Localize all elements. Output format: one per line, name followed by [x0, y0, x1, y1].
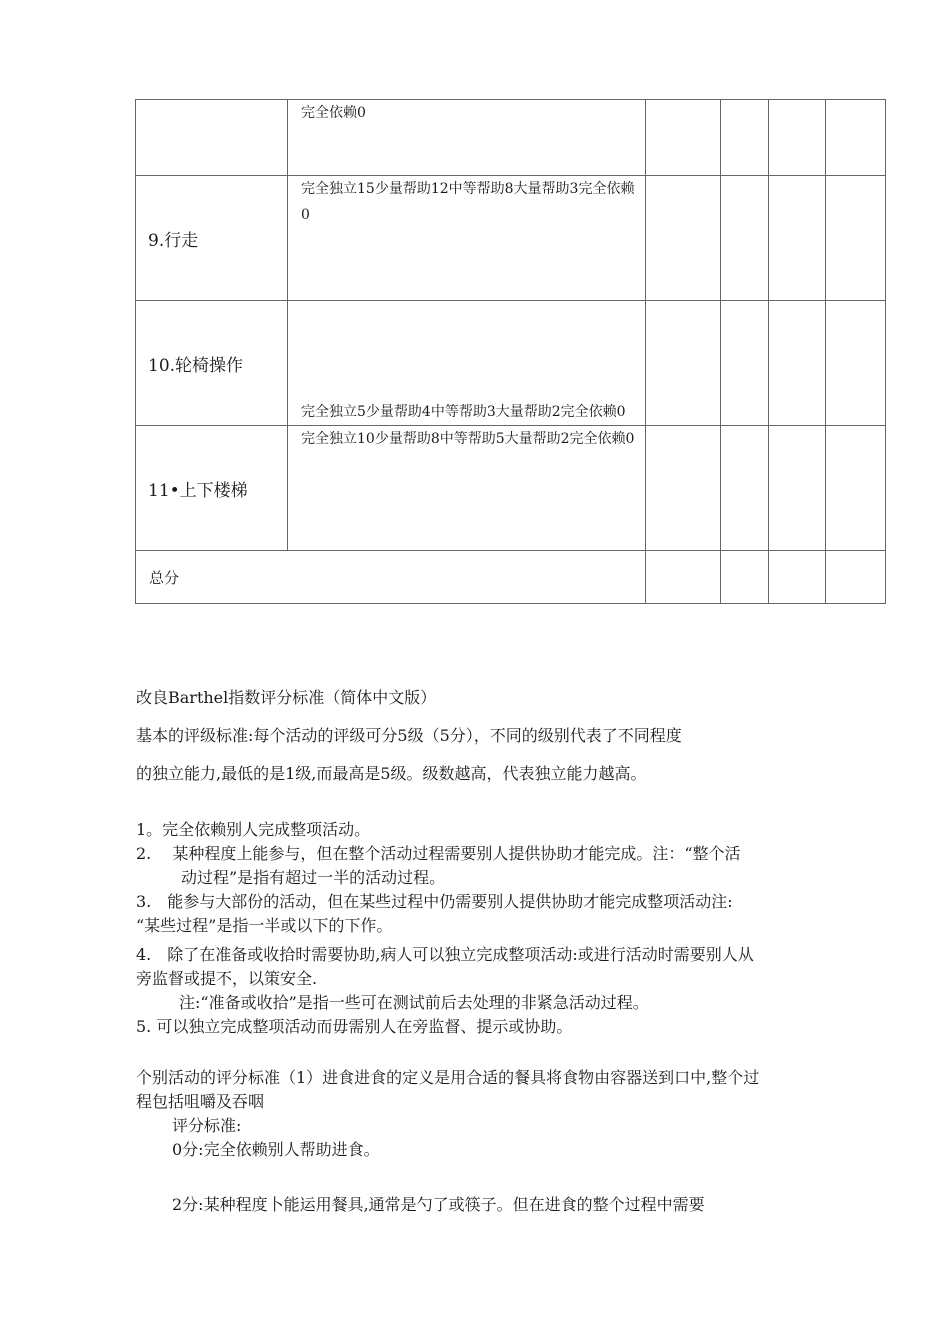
level-5: 5. 可以独立完成整项活动而毋需别人在旁监督、提示或协助。: [136, 1017, 573, 1036]
score-cell: [826, 551, 886, 604]
score-cell: [826, 301, 886, 426]
level-4-cont: 旁监督或提不，以策安全.: [136, 969, 318, 988]
score-cell: [646, 301, 721, 426]
total-row: [136, 551, 886, 604]
criteria-cell: 完全依赖0: [288, 100, 646, 176]
score-cell: [721, 551, 769, 604]
activity-intro-cont: 程包括咀嚼及吞咽: [136, 1092, 265, 1111]
doc-title: 改良Barthel指数评分标准（简体中文版）: [136, 688, 437, 707]
level-4-note: 注:“准备或收拾”是指一些可在测试前后去处理的非紧急活动过程。: [179, 993, 649, 1012]
score-cell: [721, 301, 769, 426]
activity-intro: 个别活动的评分标准（1）进食进食的定义是用合适的餐具将食物由容器送到口中,整个过: [136, 1068, 760, 1087]
level-3: 3. 能参与大部份的活动，但在某些过程中仍需要别人提供协助才能完成整项活动注:: [136, 892, 733, 911]
score-cell: [769, 301, 826, 426]
level-4: 4. 除了在准备或收拾时需要协助,病人可以独立完成整项活动:或进行活动时需要别人从: [136, 945, 754, 964]
item-cell: 9.行走: [136, 176, 288, 301]
barthel-score-table: [135, 99, 886, 604]
score-cell: [826, 176, 886, 301]
score-cell: [769, 100, 826, 176]
score-cell: [769, 426, 826, 551]
item-cell: 10.轮椅操作: [136, 301, 288, 426]
score-cell: [721, 176, 769, 301]
table-row: [136, 426, 886, 551]
score-cell: [721, 100, 769, 176]
score-cell: [646, 176, 721, 301]
score-2: 2分:某种程度卜能运用餐具,通常是勺了或筷子。但在进食的整个过程中需要: [172, 1195, 705, 1214]
item-cell: [136, 100, 288, 176]
intro-line: 的独立能力,最低的是1级,而最高是5级。级数越高，代表独立能力越高。: [136, 764, 647, 783]
score-cell: [769, 176, 826, 301]
intro-line: 基本的评级标准:每个活动的评级可分5级（5分），不同的级别代表了不同程度: [136, 726, 682, 745]
table-row: [136, 301, 886, 426]
score-cell: [826, 426, 886, 551]
level-3-cont: “某些过程”是指一半或以下的下作。: [136, 916, 393, 935]
level-1: 1。完全依赖别人完成整项活动。: [136, 820, 371, 839]
item-cell: 11•上下楼梯: [136, 426, 288, 551]
table-row: [136, 100, 886, 176]
criteria-cell: 完全独立5少量帮助4中等帮助3大量帮助2完全依赖0: [288, 301, 646, 426]
criteria-cell: 完全独立15少量帮助12中等帮助8大量帮助3完全依赖0: [288, 176, 646, 301]
score-cell: [721, 426, 769, 551]
score-cell: [646, 100, 721, 176]
score-cell: [646, 551, 721, 604]
scoring-label: 评分标准:: [172, 1116, 242, 1135]
criteria-cell: 完全独立10少量帮助8中等帮助5大量帮助2完全依赖0: [288, 426, 646, 551]
score-cell: [646, 426, 721, 551]
level-2: 2. 某种程度上能参与，但在整个活动过程需要别人提供协助才能完成。注：“整个活: [136, 844, 741, 863]
score-cell: [769, 551, 826, 604]
score-cell: [826, 100, 886, 176]
table-row: [136, 176, 886, 301]
level-2-cont: 动过程”是指有超过一半的活动过程。: [181, 868, 446, 887]
score-0: 0分:完全依赖别人帮助进食。: [172, 1140, 380, 1159]
total-label: 总分: [136, 551, 646, 604]
